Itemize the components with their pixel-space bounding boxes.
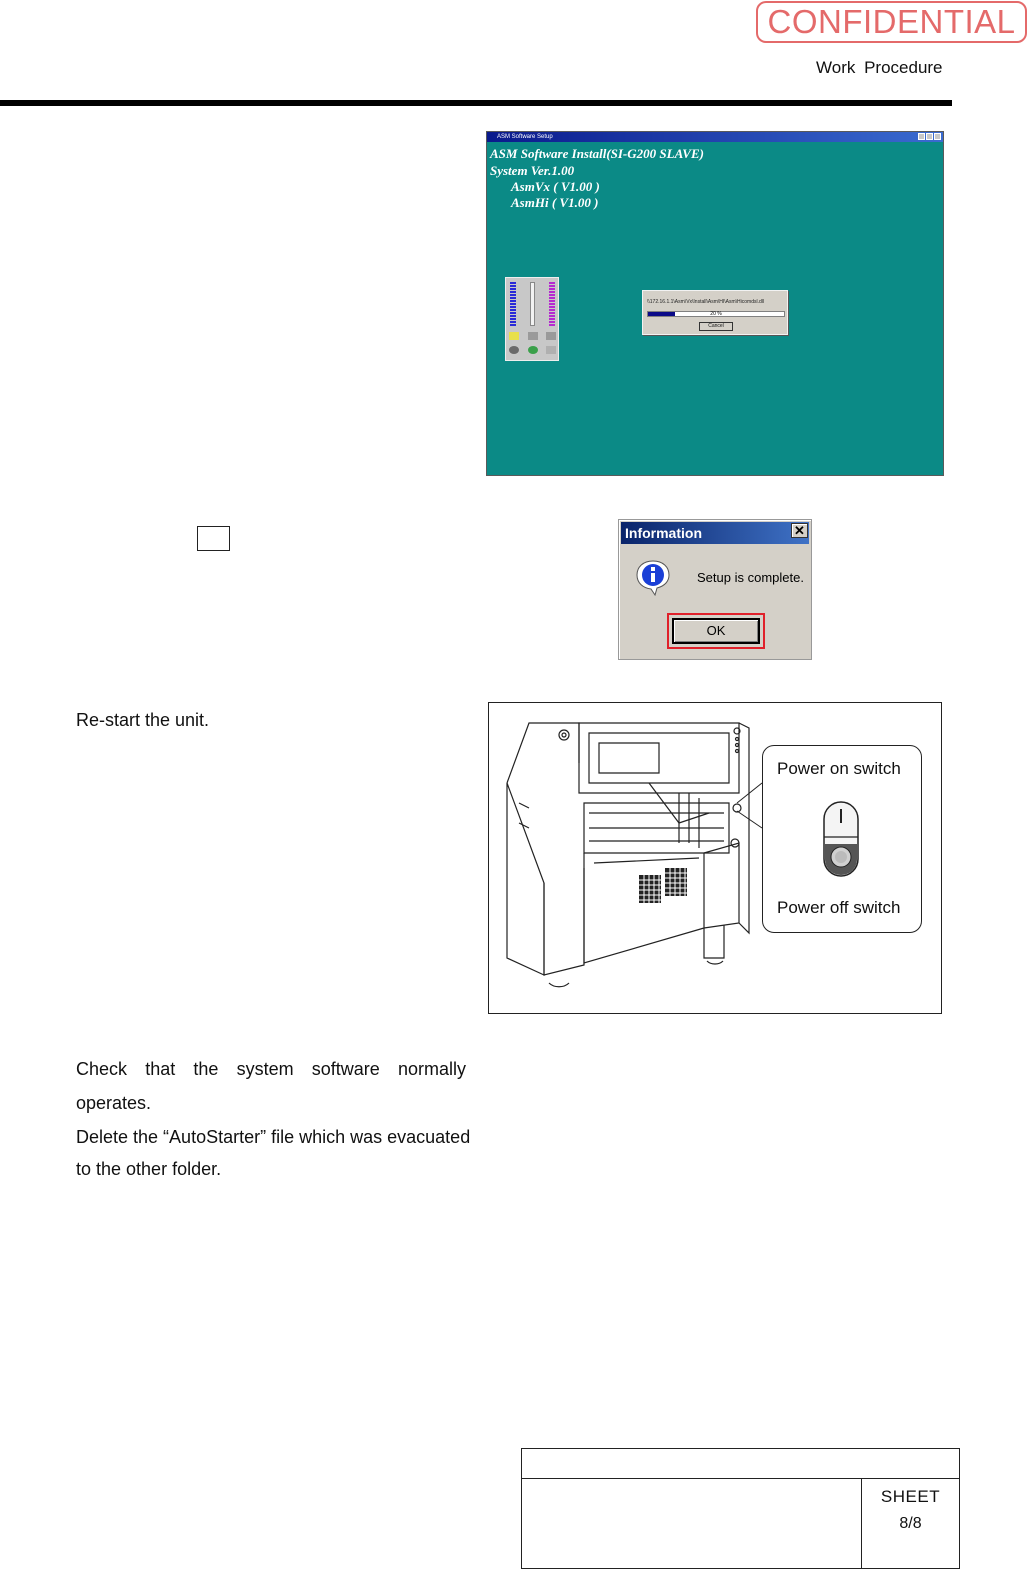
level-bar-center — [530, 282, 535, 326]
document-icon — [546, 346, 556, 354]
dialog-titlebar — [621, 522, 809, 544]
dialog-title: Information — [625, 525, 702, 541]
cancel-button[interactable]: Cancel — [699, 322, 733, 331]
title-block-header-row — [522, 1449, 959, 1479]
info-icon — [635, 559, 671, 597]
empty-marker-box — [197, 526, 230, 551]
step-check-line1: Check that the system software normally — [76, 1059, 466, 1079]
ok-button-highlight — [667, 613, 765, 649]
installer-titlebar — [487, 132, 943, 142]
sheet-label: SHEET — [880, 1487, 941, 1506]
document-type: Work Procedure — [816, 58, 943, 77]
title-block — [521, 1448, 960, 1569]
power-on-label: Power on switch — [777, 759, 901, 778]
power-switch-icon — [821, 799, 861, 879]
maximize-icon[interactable] — [926, 133, 933, 140]
drive-icon — [546, 332, 556, 340]
copy-progress-bar — [647, 311, 785, 317]
refresh-icon — [528, 346, 538, 354]
copy-progress-percent: 20 % — [710, 311, 722, 317]
level-bar-blue — [510, 282, 516, 326]
step-restart: Re-start the unit. — [76, 710, 210, 730]
installer-window-title: ASM Software Setup — [497, 134, 553, 140]
level-bar-purple — [549, 282, 555, 326]
information-dialog — [618, 519, 812, 660]
asmhi-version: AsmHi ( V1.00 ) — [511, 195, 599, 210]
sheet-number: 8/8 — [899, 1515, 922, 1532]
gear-icon — [509, 346, 519, 354]
power-off-label: Power off switch — [777, 898, 901, 917]
switch-callout — [762, 745, 922, 933]
sheet-cell — [861, 1479, 959, 1568]
ok-button[interactable]: OK — [672, 618, 760, 644]
folder-icon — [509, 332, 519, 340]
confidential-stamp: CONFIDENTIAL — [756, 1, 1027, 43]
disk-icon — [528, 332, 538, 340]
machine-figure — [488, 702, 942, 1014]
dialog-message: Setup is complete. — [697, 570, 804, 585]
header-rule — [0, 100, 952, 106]
system-version: System Ver.1.00 — [490, 163, 575, 178]
install-title: ASM Software Install(SI-G200 SLAVE) — [490, 146, 704, 161]
status-meter-panel — [505, 277, 559, 361]
installer-screenshot — [486, 131, 944, 476]
copy-progress-dialog — [642, 290, 788, 335]
close-icon[interactable] — [934, 133, 941, 140]
window-controls — [918, 133, 941, 140]
minimize-icon[interactable] — [918, 133, 925, 140]
step-delete: Delete the “AutoStarter” file which was evacuated to the other folder. — [76, 1127, 471, 1179]
dialog-close-button[interactable]: ✕ — [791, 523, 808, 538]
copy-file-path: \\172.16.1.1\Asm\Vx\Install\Asm\HI\Asm\Hicomdsl.dll — [647, 299, 764, 305]
step-check-line2: operates. — [76, 1093, 152, 1113]
asmvx-version: AsmVx ( V1.00 ) — [511, 179, 600, 194]
